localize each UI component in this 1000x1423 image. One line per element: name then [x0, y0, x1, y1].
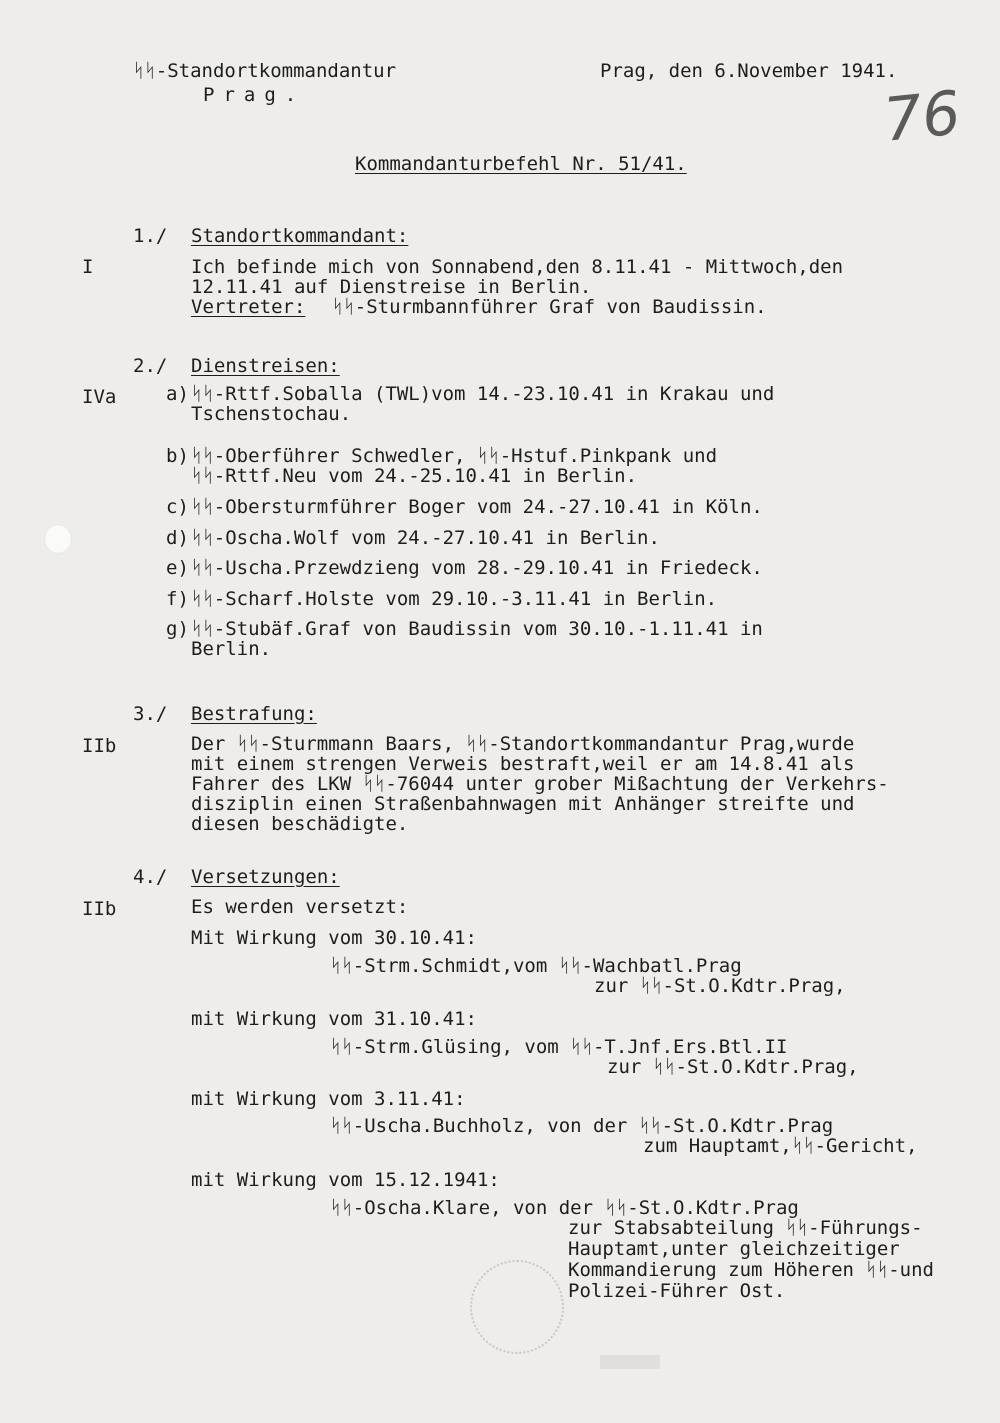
section-3-line-4: disziplin einen Straßenbahnwagen mit Anhänger streifte und: [191, 793, 855, 815]
handwritten-page-number: 76: [880, 78, 964, 156]
section-4-marginal: IIb: [82, 898, 117, 920]
transfer-4-line-3: Hauptamt,unter gleichzeitiger: [568, 1238, 900, 1260]
section-3-line-5: diesen beschädigte.: [191, 813, 409, 835]
section-3-line-3: Fahrer des LKW ᛋᛋ-76044 unter grober Mißachtung der Verkehrs-: [191, 773, 889, 795]
deputy-text: ᛋᛋ-Sturmbannführer Graf von Baudissin.: [332, 296, 767, 318]
section-4-heading: Versetzungen:: [191, 866, 340, 888]
section-4-intro: Es werden versetzt:: [191, 896, 409, 918]
section-2-marginal: IVa: [82, 386, 117, 408]
trip-e-letter: e): [166, 557, 189, 579]
place-date: Prag, den 6.November 1941.: [600, 60, 898, 82]
trip-g-letter: g): [166, 618, 189, 640]
section-4-number: 4./: [133, 866, 168, 888]
transfer-4-effective: mit Wirkung vom 15.12.1941:: [191, 1169, 500, 1191]
trip-g-line-1: ᛋᛋ-Stubäf.Graf von Baudissin vom 30.10.-1.11.41 in: [191, 618, 763, 640]
transfer-4-line-5: Polizei-Führer Ost.: [568, 1280, 786, 1302]
transfer-3-line-1: ᛋᛋ-Uscha.Buchholz, von der ᛋᛋ-St.O.Kdtr.Prag: [330, 1115, 834, 1137]
trip-a-line-2: Tschenstochau.: [191, 403, 352, 425]
faint-stamp: [470, 1260, 564, 1354]
trip-b-letter: b): [166, 445, 189, 467]
page-title: Kommandanturbefehl Nr. 51/41.: [355, 153, 687, 175]
transfer-1-line-1: ᛋᛋ-Strm.Schmidt,vom ᛋᛋ-Wachbatl.Prag: [330, 955, 742, 977]
deputy-label: Vertreter:: [191, 296, 306, 318]
trip-b-line-2: ᛋᛋ-Rttf.Neu vom 24.-25.10.41 in Berlin.: [191, 465, 638, 487]
transfer-4-line-4: Kommandierung zum Höheren ᛋᛋ-und: [568, 1259, 934, 1281]
transfer-1-line-2: zur ᛋᛋ-St.O.Kdtr.Prag,: [594, 975, 846, 997]
transfer-2-line-2: zur ᛋᛋ-St.O.Kdtr.Prag,: [607, 1056, 859, 1078]
transfer-3-effective: mit Wirkung vom 3.11.41:: [191, 1088, 466, 1110]
trip-d-line-1: ᛋᛋ-Oscha.Wolf vom 24.-27.10.41 in Berlin.: [191, 527, 660, 549]
trip-f-letter: f): [166, 588, 189, 610]
punch-hole: [44, 524, 72, 554]
section-3-line-1: Der ᛋᛋ-Sturmmann Baars, ᛋᛋ-Standortkommandantur Prag,wurde: [191, 733, 855, 755]
transfer-4-line-2: zur Stabsabteilung ᛋᛋ-Führungs-: [568, 1217, 923, 1239]
trip-c-letter: c): [166, 496, 189, 518]
trip-e-line-1: ᛋᛋ-Uscha.Przewdzieng vom 28.-29.10.41 in Friedeck.: [191, 557, 763, 579]
trip-a-line-1: ᛋᛋ-Rttf.Soballa (TWL)vom 14.-23.10.41 in Krakau und: [191, 383, 775, 405]
transfer-3-line-2: zum Hauptamt,ᛋᛋ-Gericht,: [643, 1135, 918, 1157]
section-2-heading: Dienstreisen:: [191, 355, 340, 377]
section-1-line-2: 12.11.41 auf Dienstreise in Berlin.: [191, 276, 592, 298]
section-3-heading: Bestrafung:: [191, 703, 317, 725]
transfer-2-effective: mit Wirkung vom 31.10.41:: [191, 1008, 477, 1030]
section-1-number: 1./: [133, 225, 168, 247]
section-3-marginal: IIb: [82, 735, 117, 757]
trip-d-letter: d): [166, 527, 189, 549]
transfer-2-line-1: ᛋᛋ-Strm.Glüsing, vom ᛋᛋ-T.Jnf.Ers.Btl.II: [330, 1036, 788, 1058]
section-2-number: 2./: [133, 355, 168, 377]
office-line-2: Prag.: [203, 84, 306, 106]
section-1-marginal: I: [82, 256, 94, 278]
section-3-line-2: mit einem strengen Verweis bestraft,weil er am 14.8.41 als: [191, 753, 855, 775]
trip-f-line-1: ᛋᛋ-Scharf.Holste vom 29.10.-3.11.41 in Berlin.: [191, 588, 718, 610]
trip-b-line-1: ᛋᛋ-Oberführer Schwedler, ᛋᛋ-Hstuf.Pinkpank und: [191, 445, 718, 467]
trip-g-line-2: Berlin.: [191, 638, 272, 660]
section-1-line-1: Ich befinde mich von Sonnabend,den 8.11.41 - Mittwoch,den: [191, 256, 844, 278]
section-3-number: 3./: [133, 703, 168, 725]
transfer-1-effective: Mit Wirkung vom 30.10.41:: [191, 927, 477, 949]
transfer-4-line-1: ᛋᛋ-Oscha.Klare, von der ᛋᛋ-St.O.Kdtr.Prag: [330, 1197, 799, 1219]
section-1-heading: Standortkommandant:: [191, 225, 409, 247]
office-line-1: ᛋᛋ-Standortkommandantur: [133, 60, 397, 82]
bleed-through-mark: [600, 1355, 660, 1369]
trip-c-line-1: ᛋᛋ-Obersturmführer Boger vom 24.-27.10.41 in Köln.: [191, 496, 763, 518]
trip-a-letter: a): [166, 383, 189, 405]
